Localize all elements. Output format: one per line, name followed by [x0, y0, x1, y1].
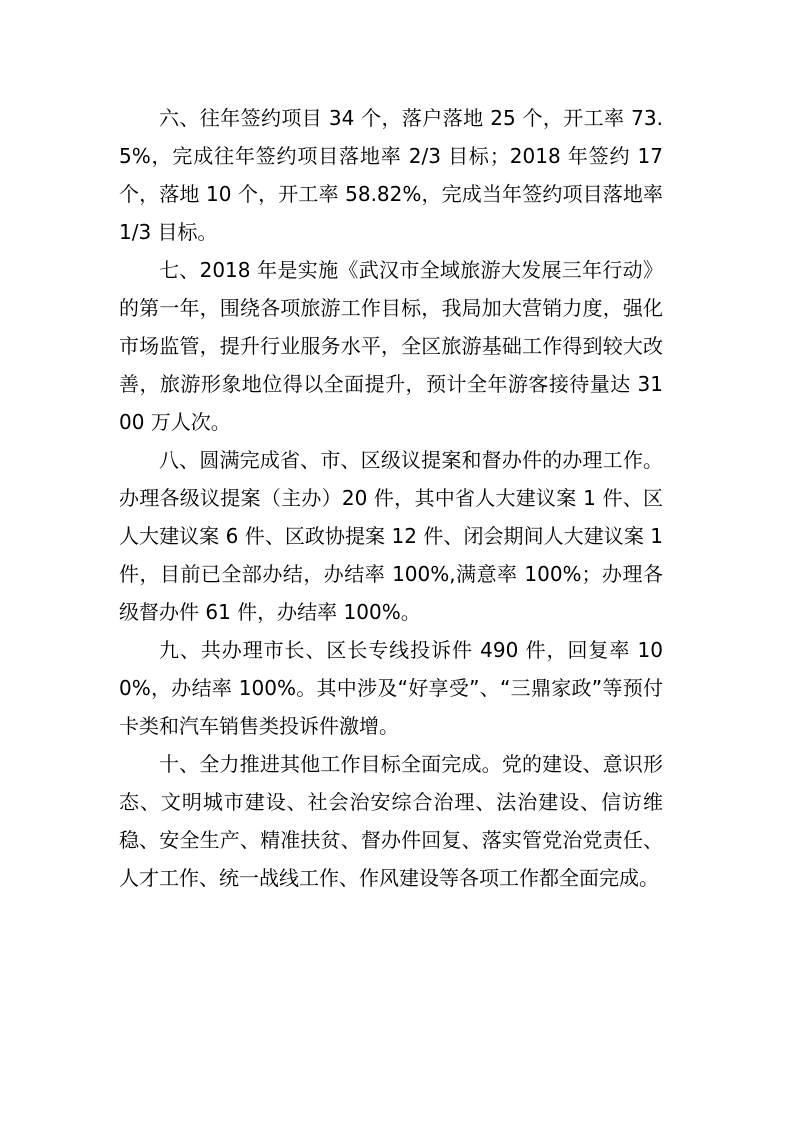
- paragraph-item-9: 九、共办理市长、区长专线投诉件 490 件，回复率 100%，办结率 100%。其中涉及“好享受”、“三鼎家政”等预付卡类和汽车销售类投诉件激增。: [119, 638, 663, 738]
- paragraph-item-6: 六、往年签约项目 34 个，落户落地 25 个，开工率 73.5%，完成往年签约项目落地率 2/3 目标；2018 年签约 17 个，落地 10 个，开工率 58.82%，完成当年签约项目落地率 1/3 目标。: [119, 106, 663, 244]
- document-body: [119, 99, 663, 897]
- paragraph-item-7: 七、2018 年是实施《武汉市全域旅游大发展三年行动》的第一年，围绕各项旅游工作目标，我局加大营销力度，强化市场监管，提升行业服务水平，全区旅游基础工作得到较大改善，旅游形象地位得以全面提升，预计全年游客接待量达 3100 万人次。: [119, 258, 663, 434]
- paragraph-item-10: 十、全力推进其他工作目标全面完成。党的建设、意识形态、文明城市建设、社会治安综合治理、法治建设、信访维稳、安全生产、精准扶贫、督办件回复、落实管党治党责任、人才工作、统一战线工作、作风建设等各项工作都全面完成。: [119, 752, 663, 890]
- paragraph-item-8: 八、圆满完成省、市、区级议提案和督办件的办理工作。办理各级议提案（主办）20 件，其中省人大建议案 1 件、区人大建议案 6 件、区政协提案 12 件、闭会期间人大建议案 1 件，目前已全部办结，办结率 100%,满意率 100%；办理各级督办件 61 件，办结率 100%。: [119, 448, 663, 624]
